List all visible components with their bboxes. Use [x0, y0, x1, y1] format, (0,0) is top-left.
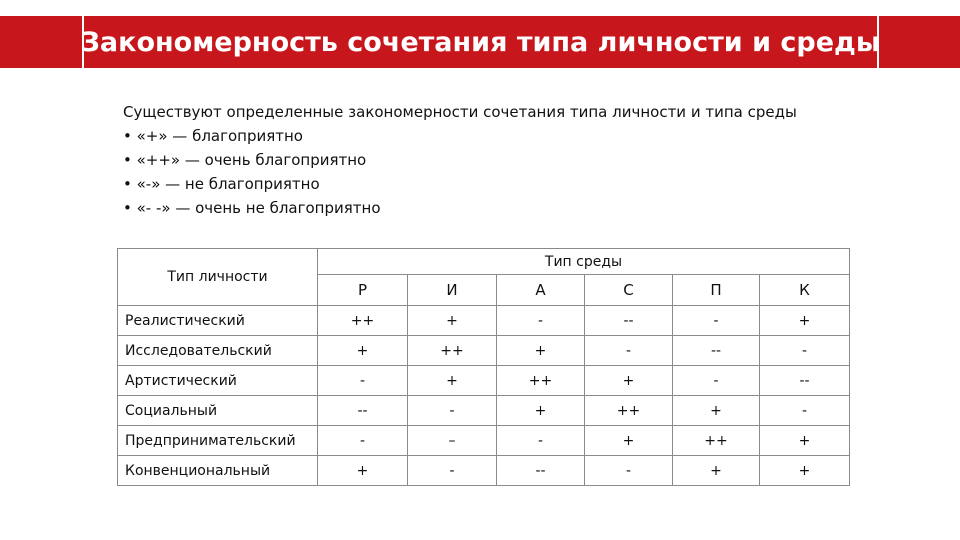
- table-cell: -: [760, 336, 850, 366]
- table-cell: +: [585, 426, 673, 456]
- row-label: Исследовательский: [118, 336, 318, 366]
- table-cell: ++: [318, 306, 408, 336]
- intro-lead: Существуют определенные закономерности сочетания типа личности и типа среды: [123, 103, 797, 121]
- table-header-row: [118, 249, 850, 275]
- table-cell: --: [318, 396, 408, 426]
- title-bar: [0, 16, 960, 68]
- column-header: И: [408, 275, 497, 306]
- table-cell: +: [760, 426, 850, 456]
- table-row: [118, 306, 850, 336]
- table-cell: –: [408, 426, 497, 456]
- table-cell: +: [497, 336, 585, 366]
- column-header: К: [760, 275, 850, 306]
- table-cell: -: [585, 336, 673, 366]
- table-row: [118, 366, 850, 396]
- environment-type-header: Тип среды: [318, 249, 850, 275]
- row-label: Социальный: [118, 396, 318, 426]
- table-cell: -: [673, 306, 760, 336]
- table-cell: -: [408, 396, 497, 426]
- page-title: Закономерность сочетания типа личности и среды: [80, 26, 881, 58]
- compatibility-table: [117, 248, 850, 486]
- table-cell: +: [318, 456, 408, 486]
- table-cell: ++: [497, 366, 585, 396]
- table-cell: ++: [673, 426, 760, 456]
- table-cell: --: [760, 366, 850, 396]
- table-cell: +: [760, 306, 850, 336]
- table-row: [118, 336, 850, 366]
- table-row: [118, 426, 850, 456]
- table-cell: +: [408, 366, 497, 396]
- column-header: А: [497, 275, 585, 306]
- row-label: Предпринимательский: [118, 426, 318, 456]
- table-cell: +: [318, 336, 408, 366]
- table-cell: +: [673, 456, 760, 486]
- table-cell: +: [497, 396, 585, 426]
- table-cell: -: [497, 426, 585, 456]
- personality-type-header: Тип личности: [118, 249, 318, 306]
- table-row: [118, 396, 850, 426]
- table-cell: --: [673, 336, 760, 366]
- table-cell: ++: [585, 396, 673, 426]
- table-row: [118, 456, 850, 486]
- table-cell: -: [585, 456, 673, 486]
- bullet-unfavorable: • «-» — не благоприятно: [123, 175, 320, 193]
- row-label: Артистический: [118, 366, 318, 396]
- table-cell: +: [760, 456, 850, 486]
- table-cell: --: [585, 306, 673, 336]
- table-cell: -: [318, 426, 408, 456]
- column-header: Р: [318, 275, 408, 306]
- table-cell: +: [673, 396, 760, 426]
- table-cell: -: [760, 396, 850, 426]
- table-cell: +: [408, 306, 497, 336]
- bullet-very-unfavorable: • «- -» — очень не благоприятно: [123, 199, 381, 217]
- bullet-very-favorable: • «++» — очень благоприятно: [123, 151, 367, 169]
- table-cell: --: [497, 456, 585, 486]
- table-cell: -: [497, 306, 585, 336]
- row-label: Реалистический: [118, 306, 318, 336]
- table-cell: +: [585, 366, 673, 396]
- table-cell: -: [673, 366, 760, 396]
- intro-text: [123, 100, 863, 220]
- title-box: [82, 16, 879, 68]
- bullet-favorable: • «+» — благоприятно: [123, 127, 303, 145]
- table-cell: -: [408, 456, 497, 486]
- column-header: С: [585, 275, 673, 306]
- table-cell: ++: [408, 336, 497, 366]
- table-cell: -: [318, 366, 408, 396]
- column-header: П: [673, 275, 760, 306]
- row-label: Конвенциональный: [118, 456, 318, 486]
